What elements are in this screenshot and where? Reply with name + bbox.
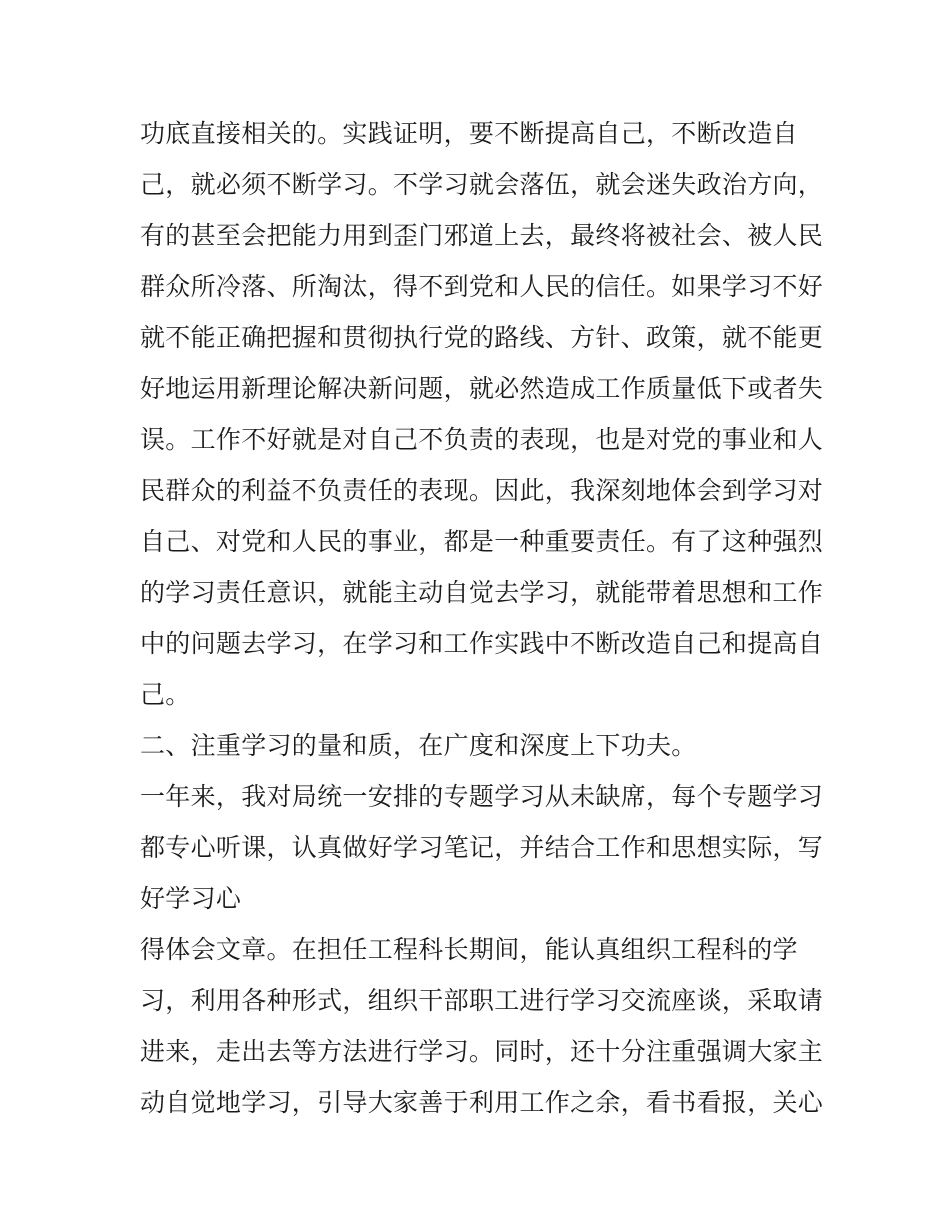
text-line: 群众所冷落、所淘汰，得不到党和人民的信任。如果学习不好 (140, 272, 824, 301)
text-line: 习，利用各种形式，组织干部职工进行学习交流座谈，采取请 (140, 986, 824, 1015)
text-line: 得体会文章。在担任工程科长期间，能认真组织工程科的学 (140, 935, 798, 964)
text-line: 好地运用新理论解决新问题，就必然造成工作质量低下或者失 (140, 374, 824, 403)
text-line: 的学习责任意识，就能主动自觉去学习，就能带着思想和工作 (140, 578, 824, 607)
text-line: 己，就必须不断学习。不学习就会落伍，就会迷失政治方向， (140, 170, 824, 199)
text-line: 误。工作不好就是对自己不负责的表现，也是对党的事业和人 (140, 425, 824, 454)
section-heading: 二、注重学习的量和质，在广度和深度上下功夫。 (140, 731, 697, 760)
text-line: 都专心听课，认真做好学习笔记，并结合工作和思想实际，写 (140, 833, 824, 862)
text-line: 进来，走出去等方法进行学习。同时，还十分注重强调大家主 (140, 1037, 824, 1066)
text-line: 功底直接相关的。实践证明，要不断提高自己，不断改造自 (140, 119, 798, 148)
text-line: 好学习心 (140, 884, 242, 913)
text-line: 有的甚至会把能力用到歪门邪道上去，最终将被社会、被人民 (140, 221, 824, 250)
text-line: 中的问题去学习，在学习和工作实践中不断改造自己和提高自 (140, 629, 824, 658)
text-line: 就不能正确把握和贯彻执行党的路线、方针、政策，就不能更 (140, 323, 824, 352)
document-body (140, 108, 824, 1128)
text-line: 一年来，我对局统一安排的专题学习从未缺席，每个专题学习 (140, 782, 824, 811)
text-line: 民群众的利益不负责任的表现。因此，我深刻地体会到学习对 (140, 476, 824, 505)
text-line: 己。 (140, 680, 191, 709)
text-line: 动自觉地学习，引导大家善于利用工作之余，看书看报，关心 (140, 1088, 824, 1117)
text-line: 自己、对党和人民的事业，都是一种重要责任。有了这种强烈 (140, 527, 824, 556)
